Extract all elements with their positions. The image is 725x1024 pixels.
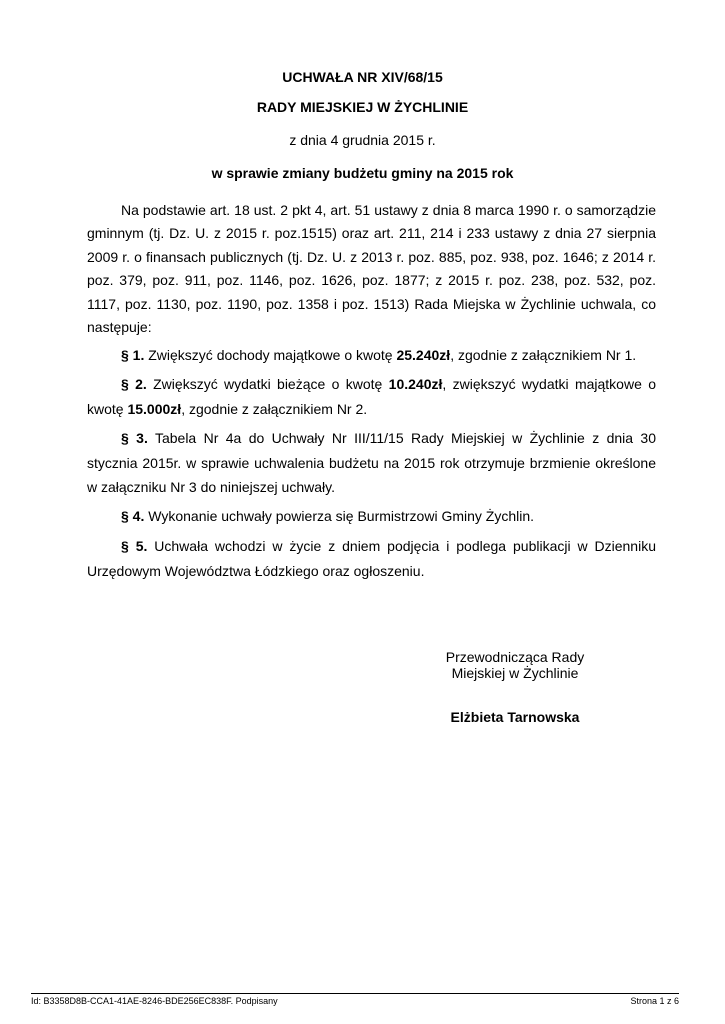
section-4 <box>87 504 656 529</box>
resolution-subject: w sprawie zmiany budżetu gminy na 2015 rok <box>211 165 514 181</box>
section-5-label: § 5. <box>121 538 148 554</box>
section-5-text: Uchwała wchodzi w życie z dniem podjęcia i podlega publikacji w Dzienniku Urzędowym Województwa Łódzkiego oraz ogłoszeniu. <box>87 538 656 579</box>
section-3-text: Tabela Nr 4a do Uchwały Nr III/11/15 Rady Miejskiej w Żychlinie z dnia 30 stycznia 2015r. w sprawie uchwalenia budżetu na 2015 rok otrzymuje brzmienie określone w załączniku Nr 3 do niniejszej uchwały. <box>87 430 656 495</box>
section-1-label: § 1. <box>121 347 145 363</box>
section-2-text-a: Zwiększyć wydatki bieżące o kwotę <box>146 376 389 392</box>
section-2-label: § 2. <box>121 376 147 392</box>
section-3-label: § 3. <box>121 430 148 446</box>
section-5 <box>87 534 656 583</box>
section-3 <box>87 426 656 500</box>
section-2-text-c: , zgodnie z załącznikiem Nr 2. <box>181 400 368 417</box>
resolution-date: z dnia 4 grudnia 2015 r. <box>289 132 436 148</box>
signatory-name: Elżbieta Tarnowska <box>450 709 580 725</box>
signatory-role-line2: Miejskiej w Żychlinie <box>451 665 579 681</box>
signatory-role-line1: Przewodnicząca Rady <box>445 649 585 665</box>
section-4-text: Wykonanie uchwały powierza się Burmistrzowi Gminy Żychlin. <box>144 508 535 524</box>
section-1-text-a: Zwiększyć dochody majątkowe o kwotę <box>144 347 397 363</box>
section-1-amount: 25.240zł <box>396 347 451 363</box>
section-1-text-b: , zgodnie z załącznikiem Nr 1. <box>450 347 637 363</box>
legal-basis-paragraph: Na podstawie art. 18 ust. 2 pkt 4, art. 51 ustawy z dnia 8 marca 1990 r. o samorządzie gminnym (tj. Dz. U. z 2015 r. poz.1515) oraz art. 211, 214 i 233 ustawy z dnia 27 sierpnia 2009 r. o finansach publicznych (tj. Dz. U. z 2013 r. poz. 885, poz. 938, poz. 1646; z 2014 r. poz. 379, poz. 911, poz. 1146, poz. 1626, poz. 1877; z 2015 r. poz. 238, poz. 532, poz. 1117, poz. 1130, poz. 1190, poz. 1358 i poz. 1513) Rada Miejska w Żychlinie uchwala, co następuje: <box>87 202 656 336</box>
section-2-text-b: , zwiększyć wydatki majątkowe o kwotę <box>87 376 656 417</box>
section-2-amount-capital: 15.000zł <box>127 400 182 417</box>
page-number: Strona 1 z 6 <box>630 996 679 1006</box>
section-1 <box>87 343 656 368</box>
section-2 <box>87 372 656 421</box>
section-2-amount-current: 10.240zł <box>388 376 443 392</box>
council-name: RADY MIEJSKIEJ W ŻYCHLINIE <box>256 99 469 115</box>
document-id: Id: B3358D8B-CCA1-41AE-8246-BDE256EC838F. Podpisany <box>31 996 278 1006</box>
resolution-number: UCHWAŁA NR XIV/68/15 <box>282 69 443 85</box>
section-4-label: § 4. <box>121 508 145 524</box>
footer-divider <box>31 993 679 994</box>
